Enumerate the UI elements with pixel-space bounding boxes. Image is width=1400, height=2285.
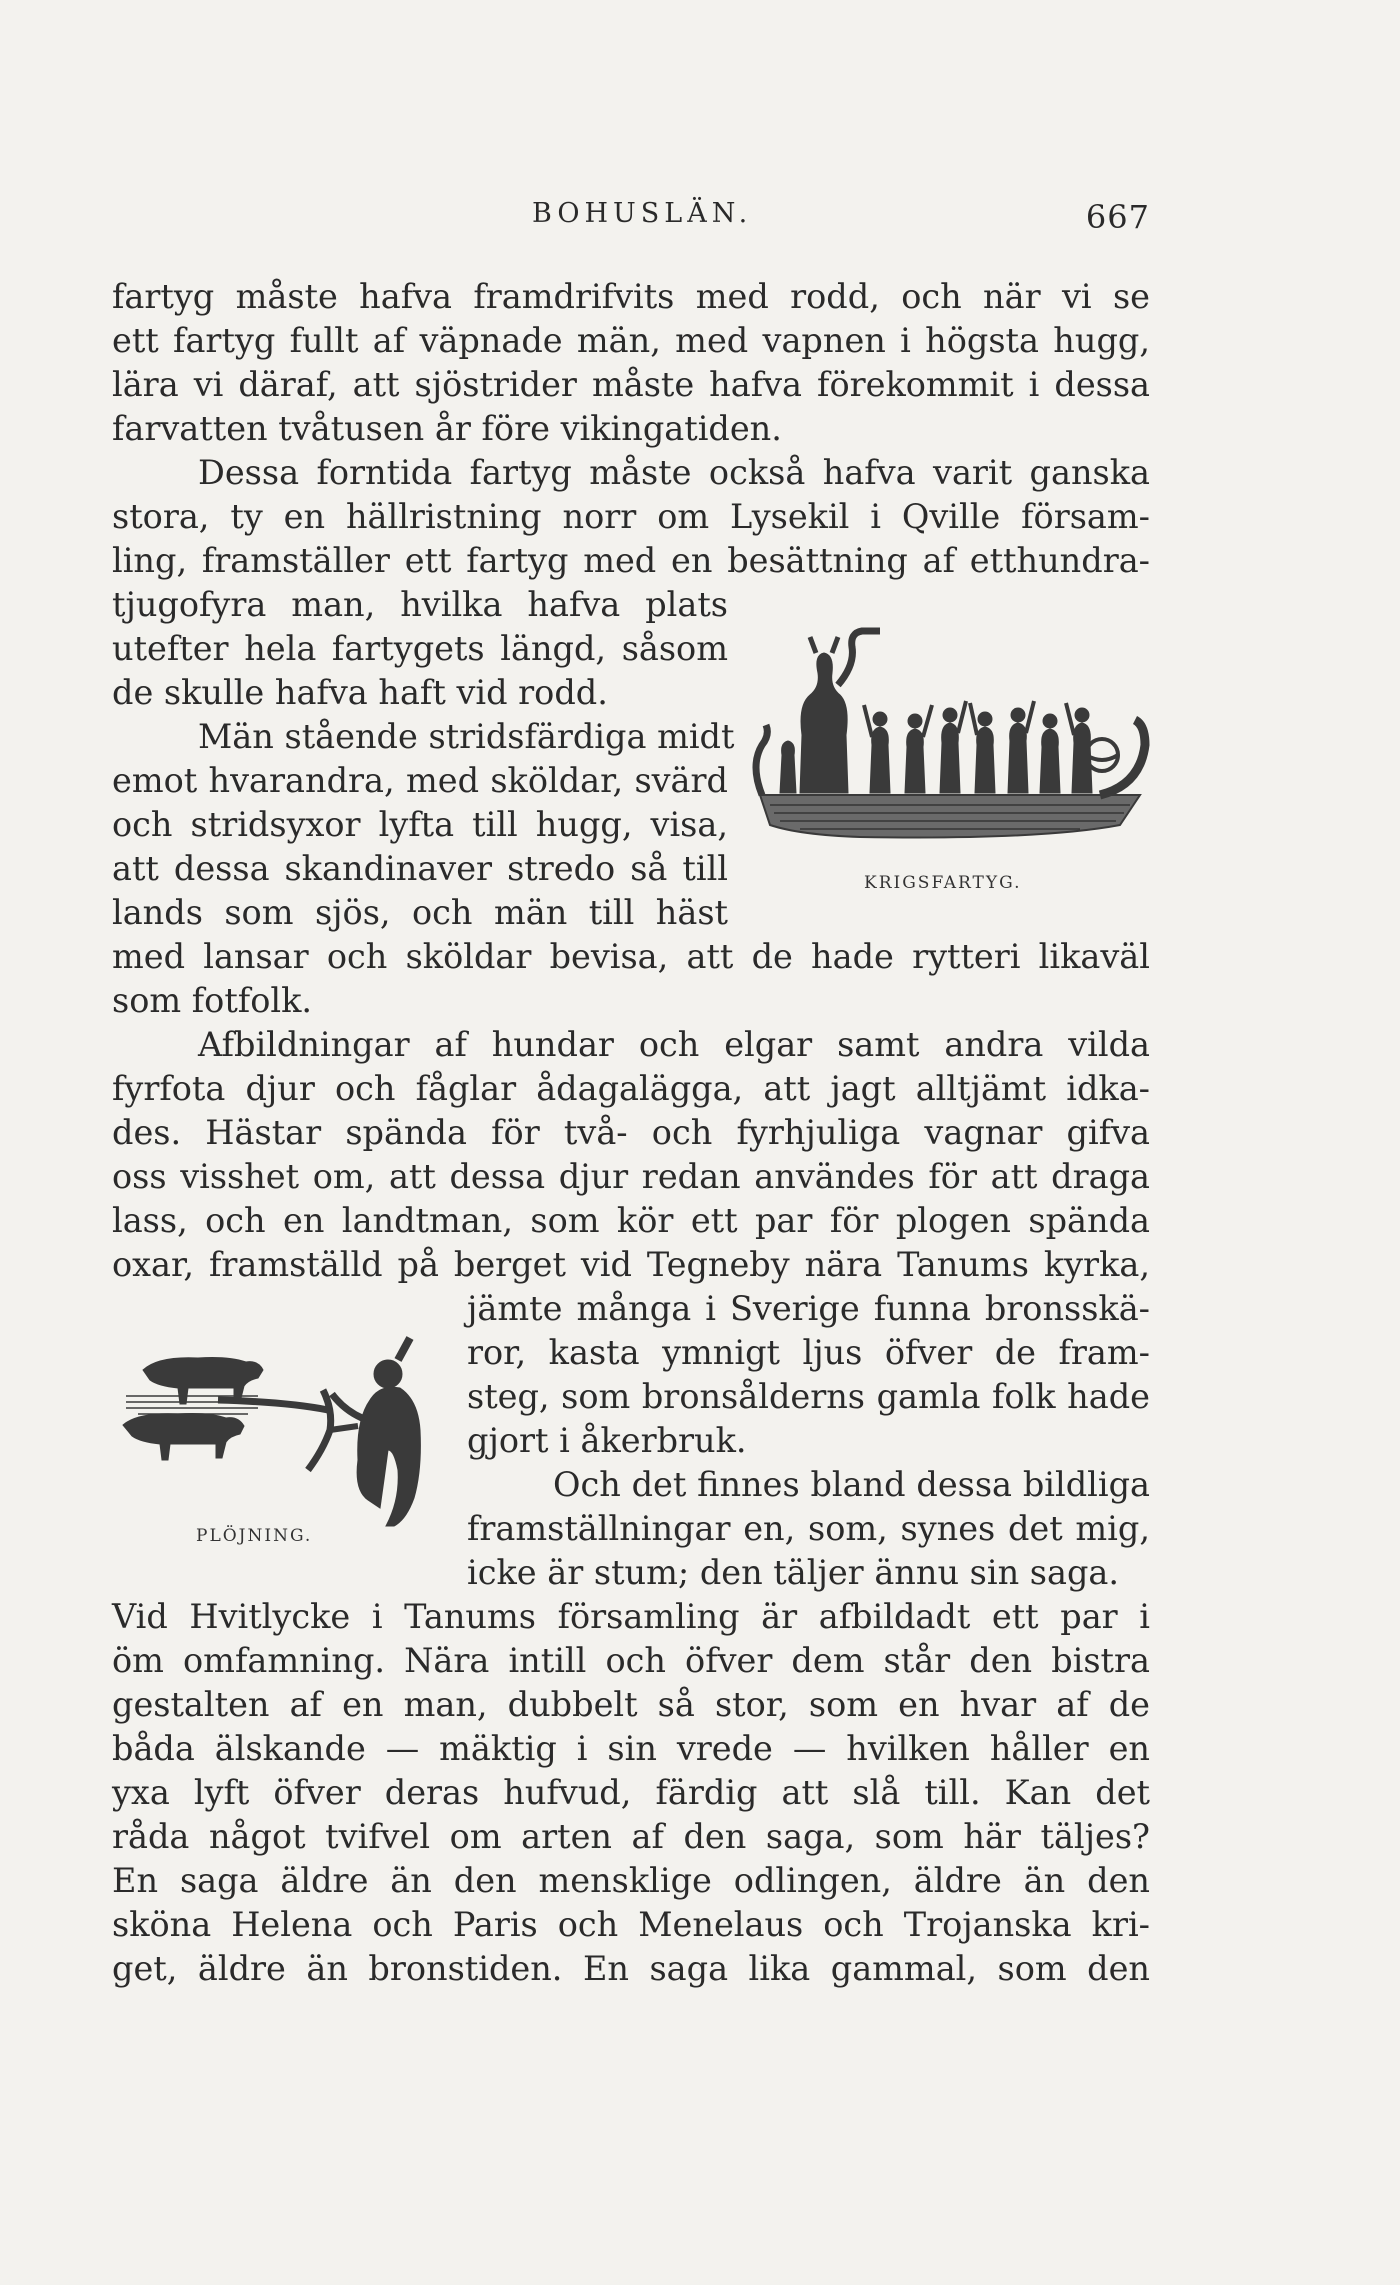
text-line: En saga äldre än den mensklige odlingen, äldre än den [112, 1861, 1150, 1900]
text-line: och stridsyxor lyfta till hugg, visa, [112, 805, 728, 844]
text-line: icke är stum; den täljer ännu sin saga. [467, 1553, 1120, 1592]
text-line: Vid Hvitlycke i Tanums församling är afbildadt ett par i [112, 1597, 1150, 1636]
text-line: som fotfolk. [112, 981, 313, 1020]
text-line: ett fartyg fullt af väpnade män, med vapnen i högsta hugg, [112, 321, 1150, 360]
text-line: tjugofyra man, hvilka hafva plats [112, 585, 728, 624]
warship-rock-carving-illustration [740, 625, 1160, 865]
text-line: att dessa skandinaver stredo så till [112, 849, 728, 888]
text-line: de skulle hafva haft vid rodd. [112, 673, 608, 712]
text-line: gjort i åkerbruk. [467, 1421, 747, 1460]
warship-caption: KRIGSFARTYG. [864, 873, 1022, 893]
ploughing-rock-carving-illustration [118, 1330, 448, 1530]
text-line: steg, som bronsålderns gamla folk hade [467, 1377, 1150, 1416]
text-line: utefter hela fartygets längd, såsom [112, 629, 728, 668]
text-line: båda älskande — mäktig i sin vrede — hvilken håller en [112, 1729, 1150, 1768]
text-line: oxar, framställd på berget vid Tegneby nära Tanums kyrka, [112, 1245, 1150, 1284]
text-line: oss visshet om, att dessa djur redan användes för att draga [112, 1157, 1150, 1196]
page-number: 667 [1085, 198, 1150, 236]
text-line: Och det finnes bland dessa bildliga [553, 1465, 1150, 1504]
text-line: farvatten tvåtusen år före vikingatiden. [112, 409, 782, 448]
text-line: lära vi däraf, att sjöstrider måste hafva förekommit i dessa [112, 365, 1150, 404]
text-line: gestalten af en man, dubbelt så stor, som en hvar af de [112, 1685, 1150, 1724]
text-line: des. Hästar spända för två- och fyrhjuliga vagnar gifva [112, 1113, 1150, 1152]
text-line: Afbildningar af hundar och elgar samt andra vilda [198, 1025, 1150, 1064]
text-line: fyrfota djur och fåglar ådagalägga, att jagt alltjämt idka- [112, 1069, 1150, 1108]
text-line: stora, ty en hällristning norr om Lysekil i Qville försam- [112, 497, 1150, 536]
chapter-title: BOHUSLÄN. [532, 198, 753, 229]
text-line: get, äldre än bronstiden. En saga lika gammal, som den [112, 1949, 1150, 1988]
text-line: Dessa forntida fartyg måste också hafva varit ganska [198, 453, 1150, 492]
text-line: ror, kasta ymnigt ljus öfver de fram- [467, 1333, 1150, 1372]
text-line: öm omfamning. Nära intill och öfver dem står den bistra [112, 1641, 1150, 1680]
text-line: sköna Helena och Paris och Menelaus och Trojanska kri- [112, 1905, 1150, 1944]
plough-caption: PLÖJNING. [196, 1526, 313, 1546]
text-line: framställningar en, som, synes det mig, [467, 1509, 1150, 1548]
text-line: emot hvarandra, med sköldar, svärd [112, 761, 728, 800]
text-line: ling, framställer ett fartyg med en besättning af etthundra- [112, 541, 1150, 580]
text-line: jämte många i Sverige funna bronsskä- [467, 1289, 1150, 1328]
text-line: fartyg måste hafva framdrifvits med rodd, och när vi se [112, 277, 1150, 316]
running-header [112, 198, 1150, 238]
text-line: lass, och en landtman, som kör ett par för plogen spända [112, 1201, 1150, 1240]
text-line: Män stående stridsfärdiga midt [198, 717, 735, 756]
text-line: lands som sjös, och män till häst [112, 893, 728, 932]
text-line: yxa lyft öfver deras hufvud, färdig att slå till. Kan det [112, 1773, 1150, 1812]
text-line: med lansar och sköldar bevisa, att de hade rytteri likaväl [112, 937, 1150, 976]
text-line: råda något tvifvel om arten af den saga, som här täljes? [112, 1817, 1150, 1856]
